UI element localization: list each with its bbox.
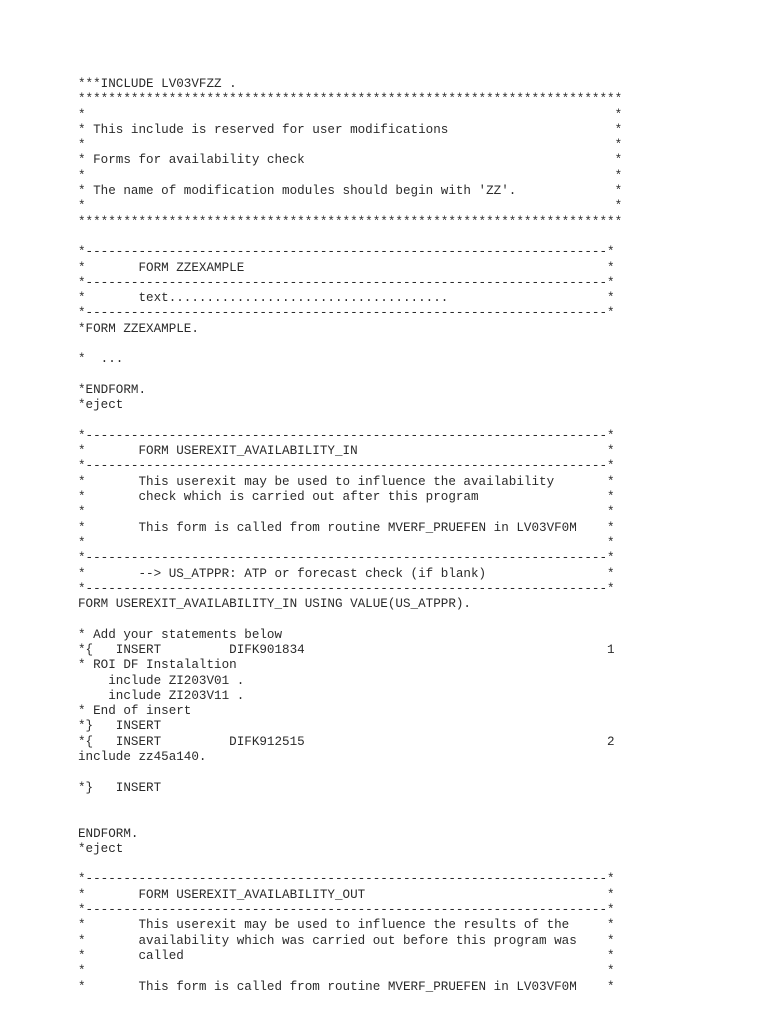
code-line: *{ INSERT DIFK912515 2 xyxy=(78,734,615,749)
code-line: * FORM ZZEXAMPLE * xyxy=(78,260,615,275)
code-line: *---------------------------------------------------------------------* xyxy=(78,306,615,321)
code-line: * FORM USEREXIT_AVAILABILITY_IN * xyxy=(78,444,615,459)
code-line xyxy=(78,796,638,811)
code-line: * End of insert xyxy=(78,704,192,719)
code-line: * * xyxy=(78,199,623,214)
code-line: *} INSERT xyxy=(78,719,162,734)
code-line: *} INSERT xyxy=(78,780,162,795)
code-line: * This form is called from routine MVERF_PRUEFEN in LV03VF0M * xyxy=(78,979,615,994)
code-line: ***INCLUDE LV03VFZZ . xyxy=(78,77,237,91)
code-line xyxy=(78,765,638,780)
code-line: include ZI203V01 . xyxy=(78,673,245,688)
code-line: *---------------------------------------------------------------------* xyxy=(78,903,615,918)
code-line: *{ INSERT DIFK901834 1 xyxy=(78,642,615,657)
code-line: * * xyxy=(78,107,623,122)
code-line: *ENDFORM. xyxy=(78,382,147,397)
code-line xyxy=(78,612,638,627)
code-line: * text..................................... * xyxy=(78,291,615,306)
code-line: * This userexit may be used to influence the availability * xyxy=(78,474,615,489)
code-line xyxy=(78,857,638,872)
code-line xyxy=(78,230,638,245)
code-line xyxy=(78,368,638,383)
code-line: * ROI DF Instalaltion xyxy=(78,658,237,673)
code-line: include ZI203V11 . xyxy=(78,688,245,703)
code-line xyxy=(78,811,638,826)
code-line: *---------------------------------------------------------------------* xyxy=(78,245,615,260)
code-line: FORM USEREXIT_AVAILABILITY_IN USING VALUE(US_ATPPR). xyxy=(78,597,471,612)
abap-source-listing xyxy=(78,77,638,995)
code-line: * called * xyxy=(78,948,615,963)
code-line: * * xyxy=(78,505,615,520)
code-line: * Forms for availability check * xyxy=(78,153,623,168)
code-line: *FORM ZZEXAMPLE. xyxy=(78,321,199,336)
code-line: *eject xyxy=(78,841,124,856)
code-line xyxy=(78,337,638,352)
code-line: * check which is carried out after this program * xyxy=(78,490,615,505)
code-line: ENDFORM. xyxy=(78,826,139,841)
code-line: * * xyxy=(78,535,615,550)
code-line: include zz45a140. xyxy=(78,750,207,765)
code-line: * FORM USEREXIT_AVAILABILITY_OUT * xyxy=(78,887,615,902)
code-line: * --> US_ATPPR: ATP or forecast check (if blank) * xyxy=(78,566,615,581)
code-line: * ... xyxy=(78,352,124,367)
code-line: * This form is called from routine MVERF_PRUEFEN in LV03VF0M * xyxy=(78,520,615,535)
code-line: * The name of modification modules should begin with 'ZZ'. * xyxy=(78,184,623,199)
code-line: *---------------------------------------------------------------------* xyxy=(78,428,615,443)
code-line: ************************************************************************ xyxy=(78,214,623,229)
code-line: * This include is reserved for user modifications * xyxy=(78,122,623,137)
code-line: * Add your statements below xyxy=(78,627,283,642)
code-line: *---------------------------------------------------------------------* xyxy=(78,275,615,290)
code-line: *---------------------------------------------------------------------* xyxy=(78,551,615,566)
code-line xyxy=(78,414,638,429)
code-line: * * xyxy=(78,138,623,153)
code-line: * This userexit may be used to influence the results of the * xyxy=(78,918,615,933)
code-line: ************************************************************************ xyxy=(78,92,623,107)
code-line: * availability which was carried out before this program was * xyxy=(78,933,615,948)
code-line: *eject xyxy=(78,398,124,413)
code-line: *---------------------------------------------------------------------* xyxy=(78,459,615,474)
code-line: *---------------------------------------------------------------------* xyxy=(78,872,615,887)
code-line: * * xyxy=(78,964,615,979)
code-line: *---------------------------------------------------------------------* xyxy=(78,581,615,596)
code-line: * * xyxy=(78,168,623,183)
